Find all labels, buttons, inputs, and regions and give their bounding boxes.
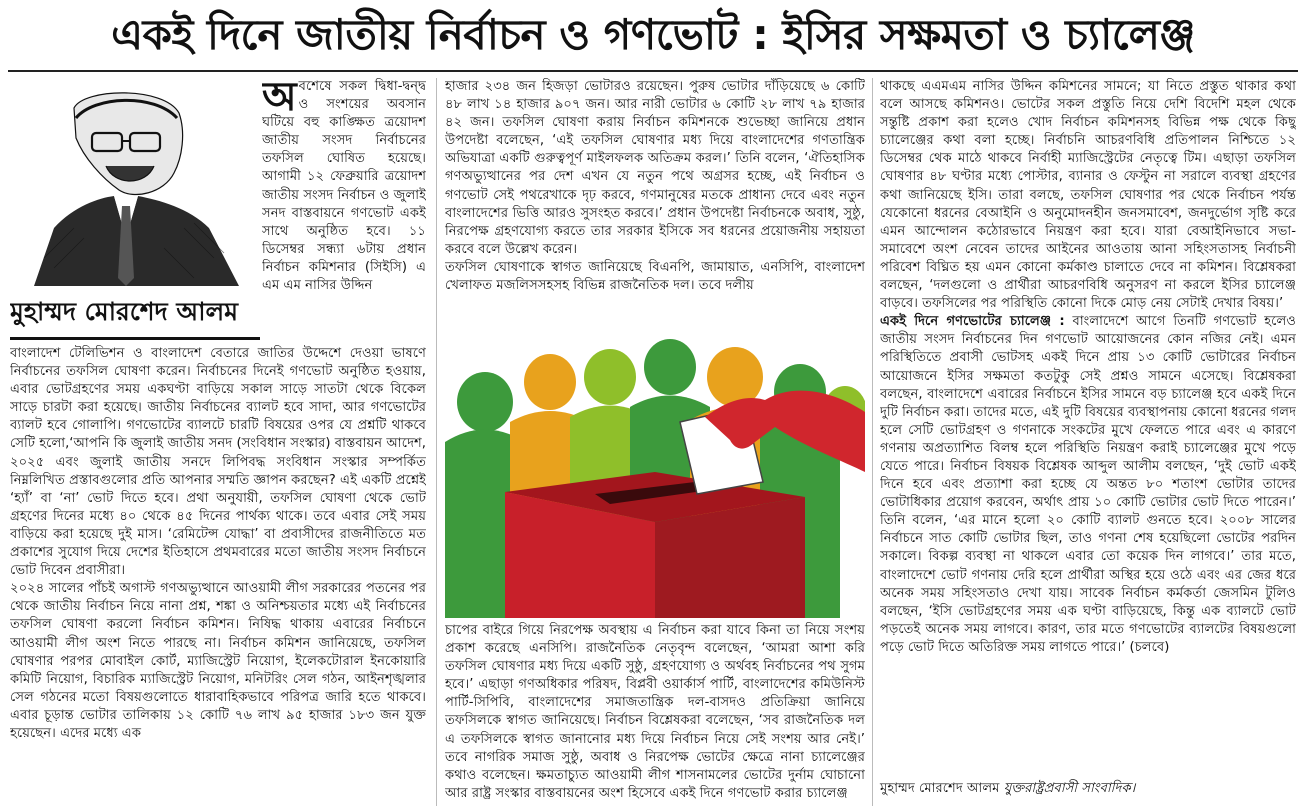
election-illustration	[445, 322, 865, 618]
column3	[880, 78, 1296, 806]
column2-bottom	[445, 622, 865, 806]
ballot-box-icon	[505, 472, 805, 618]
footer-author-role: যুক্তরাষ্ট্রপ্রবাসী সাংবাদিক।	[1003, 781, 1136, 796]
paragraph: বাংলাদেশ টেলিভিশন ও বাংলাদেশ বেতারে জাতির উদ্দেশে দেওয়া ভাষণে নির্বাচনের তফসিল ঘোষণা করেন। নির্বাচনের দিনেই গণভোট অনুষ্ঠিত হওয়ায়, এবার ভোটগ্রহণের সময় একঘণ্টা বাড়িয়ে সকাল সাড়ে সাতটা থেকে বিকেল সাড়ে চারটা করা হয়েছে। জাতীয় নির্বাচনের ব্যালট হবে সাদা, আর গণভোটের ব্যালট হবে গোলাপি। গণভোটের ব্যালটে চারটি বিষয়ের ওপর যে প্রশ্নটি থাকবে সেটি হলো,‘আপনি কি জুলাই জাতীয় সনদ (সংবিধান সংস্কার) বাস্তবায়ন আদেশ, ২০২৫ এবং জুলাই জাতীয় সনদে লিপিবদ্ধ সংবিধান সংস্কার সম্পর্কিত নিম্নলিখিত প্রস্তাবগুলোর প্রতি আপনার সম্মতি জ্ঞাপন করছেন? এই একটি প্রশ্নেই ‘হ্যাঁ’ বা ‘না’ ভোট দিতে হবে। প্রথা অনুযায়ী, তফসিল ঘোষণা থেকে ভোট গ্রহণের দিনের মধ্যে ৪০ থেকে ৪৫ দিনের পার্থক্য থাকে। তবে এবার সেই সময় বাড়িয়ে করা হয়েছে দুই মাস। ‘রেমিটেন্স যোদ্ধা’ বা প্রবাসীদের রাজনীতিতে মত প্রকাশের সুযোগ দিয়ে দেশের ইতিহাসে প্রথমবারের মতো জাতীয় সংসদ নির্বাচনে ভোট দিবেন প্রবাসীরা।	[10, 346, 426, 579]
column-separator	[872, 78, 873, 806]
paragraph: তফসিল ঘোষণাকে স্বাগত জানিয়েছে বিএনপি, জামায়াত, এনসিপি, বাংলাদেশ খেলাফত মজলিসসহসহ বিভিন্ন রাজনৈতিক দল। তবে দলীয়	[445, 259, 865, 294]
paragraph: চাপের বাইরে গিয়ে নিরপেক্ষ অবস্থায় এ নির্বাচন করা যাবে কিনা তা নিয়ে সংশয় প্রকাশ করেছে এনসিপি। রাজনৈতিক নেতৃবৃন্দ বলেছেন, ‘আমরা আশা করি তফসিল ঘোষণার মধ্য দিয়ে একটি সুষ্ঠু, গ্রহণযোগ্য ও অর্থবহ নির্বাচনের পথ সুগম হবে।’ এছাড়া গণঅধিকার পরিষদ, বিপ্লবী ওয়ার্কার্স পার্টি, বাংলাদেশের কমিউনিস্ট পার্টি-সিপিবি, বাংলাদেশের সমাজতান্ত্রিক দল-বাসদও প্রতিক্রিয়া জানিয়ে তফসিলকে স্বাগত জানিয়েছে। নির্বাচন বিশ্লেষকরা বলেছেন, ‘সব রাজনৈতিক দল এ তফসিলকে স্বাগত জানানোর মধ্য দিয়ে নির্বাচন নিয়ে সেই সংশয় আর নেই।’ তবে নাগরিক সমাজ সুষ্ঠু, অবাধ ও নিরপেক্ষ ভোটের ক্ষেত্রে নানা চ্যালেঞ্জের কথাও বলেছেন। ক্ষমতাচ্যুত আওয়ামী লীগ শাসনামলের ভোটের দুর্নাম ঘোচানো আর রাষ্ট্র সংস্কার বাস্তবায়নের অংশ হিসেবে একই দিনে গণভোট করার চ্যালেঞ্জ	[445, 623, 865, 801]
headline: একই দিনে জাতীয় নির্বাচন ও গণভোট : ইসির সক্ষমতা ও চ্যালেঞ্জ	[111, 10, 1195, 59]
dropcap: অ	[262, 78, 297, 120]
paragraph: ২০২৪ সালের পাঁচই অগাস্ট গণঅভ্যুত্থানে আওয়ামী লীগ সরকারের পতনের পর থেকে জাতীয় নির্বাচন নিয়ে নানা প্রশ্ন, শঙ্কা ও অনিশ্চয়তার মধ্যে এই নির্বাচনের তফসিল ঘোষণা করলো নির্বাচন কমিশন। নিষিদ্ধ থাকায় এবারের নির্বাচনে আওয়ামী লীগ অংশ নিতে পারছে না। নির্বাচন কমিশন জানিয়েছে, তফসিল ঘোষণার পরপর মোবাইল কোর্ট, ম্যাজিস্ট্রেট নিয়োগ, ইলেকটোরাল ইনকোয়ারি কমিটি নিয়োগ, বিচারিক ম্যাজিস্ট্রেট নিয়োগ, মনিটরিং সেল গঠন, আইনশৃঙ্খলার সেল গঠনের মতো বিষয়গুলোতে ধারাবাহিকভাবে পরিপত্র জারি হতে থাকবে। এবার চূড়ান্ত ভোটার তালিকায় ১২ কোটি ৭৬ লাখ ৯৫ হাজার ১৮৩ জন যুক্ত হয়েছেন। এদের মধ্যে এক	[10, 581, 426, 741]
paragraph: থাকছে এএমএম নাসির উদ্দিন কমিশনের সামনে; যা নিতে প্রস্তুত থাকার কথা বলে আসছে কমিশনও। ভোটের সকল প্রস্তুতি নিয়ে দেশি বিদেশি মহল থেকে সন্তুষ্টি প্রকাশ করা হলেও খোদ নির্বাচন কমিশনসহ বিভিন্ন পক্ষ থেকে কিছু চ্যালেঞ্জের কথা বলা হচ্ছে। নির্বাচনি আচরণবিধি প্রতিপালন নিশ্চিতে ১২ ডিসেম্বর থেক মাঠে থাকবে নির্বাহী ম্যাজিস্ট্রেটের নেতৃত্বে টিম। এছাড়া তফসিল ঘোষণার ৪৮ ঘণ্টার মধ্যে পোস্টার, ব্যানার ও ফেস্টুন না সরালে ব্যবস্থা গ্রহণের কথা জানিয়েছে ইসি। তারা বলছে, তফসিল ঘোষণার পর থেকে নির্বাচন পর্যন্ত যেকোনো ধরনের বেআইনি ও অনুমোদনহীন জনসমাবেশ, জনদুর্ভোগ সৃষ্টি করে এমন আন্দোলন কঠোরভাবে নিয়ন্ত্রণ করা হবে। যারা বেআইনিভাবে সভা-সমাবেশে অংশ নেবেন তাদের আইনের আওতায় আনা সহিংসতাসহ নির্বাচনী পরিবেশ বিঘ্নিত হয় এমন কোনো কর্মকাণ্ড চালাতে দেবে না কমিশন। বিশ্লেষকরা বলছেন, ‘দলগুলো ও প্রার্থীরা আচরণবিধি অনুসরণ না করলে ইসির চ্যালেঞ্জ বাড়বে। তফসিলের পর পরিস্থিতি কোনো দিকে মোড় নেয় সেটাই দেখার বিষয়।’	[880, 79, 1296, 312]
headline-rule	[8, 70, 1298, 72]
subheading: একই দিনে গণভোটের চ্যালেঞ্জ :	[880, 314, 1065, 330]
column1-intro	[262, 78, 426, 346]
author-portrait	[14, 78, 256, 286]
author-byline: মুহাম্মদ মোরশেদ আলম	[10, 287, 260, 340]
paragraph: হাজার ২৩৪ জন হিজড়া ভোটারও রয়েছেন। পুরুষ ভোটার দাঁড়িয়েছে ৬ কোটি ৪৮ লাখ ১৪ হাজার ৯০৭ জন। আর নারী ভোটার ৬ কোটি ২৮ লাখ ৭৯ হাজার ৪২ জন। তফসিল ঘোষণা করায় নির্বাচন কমিশনকে শুভেচ্ছা জানিয়ে প্রধান উপদেষ্টা বলেছেন, ‘এই তফসিল ঘোষণার মধ্য দিয়ে বাংলাদেশের গণতান্ত্রিক অভিযাত্রা একটি গুরুত্বপূর্ণ মাইলফলক অতিক্রম করল।’ তিনি বলেন, ‘ঐতিহাসিক গণঅভ্যুত্থানের পর দেশ এখন যে নতুন পথে অগ্রসর হচ্ছে, এই নির্বাচন ও গণভোট সেই পথরেখাকে দৃঢ় করবে, গণমানুষের মতকে প্রাধান্য দেবে এবং নতুন বাংলাদেশের ভিত্তি আরও সুসংহত করবে।’ প্রধান উপদেষ্টা নির্বাচনকে অবাধ, সুষ্ঠু, নিরপেক্ষ গ্রহণযোগ্য করতে তার সরকার ইসিকে সব ধরনের প্রয়োজনীয় সহায়তা করবে বলে উল্লেখ করেন।	[445, 79, 865, 257]
paragraph	[880, 313, 1296, 657]
footer-author-name: মুহাম্মদ মোরশেদ আলম	[880, 781, 1000, 796]
column1-body	[10, 345, 426, 805]
column-separator	[436, 78, 437, 806]
column2-top	[445, 78, 865, 316]
footer-byline	[880, 780, 1135, 798]
intro-text: বশেষে সকল দ্বিধা-দ্বন্দ্ব ও সংশয়ের অবসান ঘটিয়ে বহু কাঙ্ক্ষিত ত্রয়োদশ জাতীয় সংসদ নির্বাচনের তফসিল ঘোষিত হয়েছে। আগামী ১২ ফেব্রুয়ারি ত্রয়োদশ জাতীয় সংসদ নির্বাচন ও জুলাই সনদ বাস্তবায়নে গণভোট একই সাথে অনুষ্ঠিত হবে। ১১ ডিসেম্বর সন্ধ্যা ৬টায় প্রধান নির্বাচন কমিশনার (সিইসি) এ এম এম নাসির উদ্দিন	[262, 79, 426, 294]
paragraph-text: বাংলাদেশে আগে তিনটি গণভোট হলেও জাতীয় সংসদ নির্বাচনের দিন গণভোট আয়োজনের কোন নজির নেই। এমন পরিস্থিতিতে প্রবাসী ভোটসহ একই দিনে প্রায় ১৩ কোটি ভোটারের নির্বাচন আয়োজনে ইসির সক্ষমতা কতটুকু সেই প্রশ্নও সামনে এসেছে। বিশ্লেষকরা বলছেন, বাংলাদেশে এবারের নির্বাচনে ইসির সামনে বড় চ্যালেঞ্জ হবে একই দিনে দুটি নির্বাচন করা। তাদের মতে, এই দুটি বিষয়ের ব্যবস্থাপনায় কোনো ধরনের গলদ হলে সেটি ভোটগ্রহণ ও গণনাকে সংকটের মুখে ফেলতে পারে এবং এ কারণে গণনায় অপ্রত্যাশিত বিলম্ব হলে পরিস্থিতি নিয়ন্ত্রণ করাই চ্যালেঞ্জের মুখে পড়ে যেতে পারে। নির্বাচন বিষয়ক বিশ্লেষক আব্দুল আলীম বলছেন, ‘দুই ভোট একই দিনে হবে এবং প্রত্যাশা করা হচ্ছে যে অন্তত ৮০ শতাংশ ভোটার তাদের ভোটাধিকার প্রয়োগ করবেন, অর্থাৎ প্রায় ১০ কোটি ভোটার ভোট দিতে পারেন।’ তিনি বলেন, ‘এর মানে হলো ২০ কোটি ব্যালট গুনতে হবে। ২০০৮ সালের নির্বাচনে সাত কোটি ভোটার ছিল, তাও গণনা শেষ হয়েছিলো ভোটের পরদিন সকালে। বিকল্প ব্যবস্থা না থাকলে এবার তো কয়েক দিন লাগবে।’ তার মতে, বাংলাদেশে ভোট গণনায় দেরি হলে প্রার্থীরা অস্থির হয়ে ওঠে এবং এর জের ধরে অনেক সময় সহিংসতাও দেখা যায়। সাবেক নির্বাচন কর্মকর্তা জেসমিন টুলিও বলছেন, ‘ইসি ভোটগ্রহণের সময় এক ঘণ্টা বাড়িয়েছে, কিন্তু এক ব্যালটে ভোট পড়তেই অনেক সময় লাগবে। কারণ, তার মতে গণভোটের ব্যালটের বিষয়গুলো পড়ে ভোট দিতে অতিরিক্ত সময় লাগতে পারে।’ (চলবে)	[880, 314, 1296, 655]
